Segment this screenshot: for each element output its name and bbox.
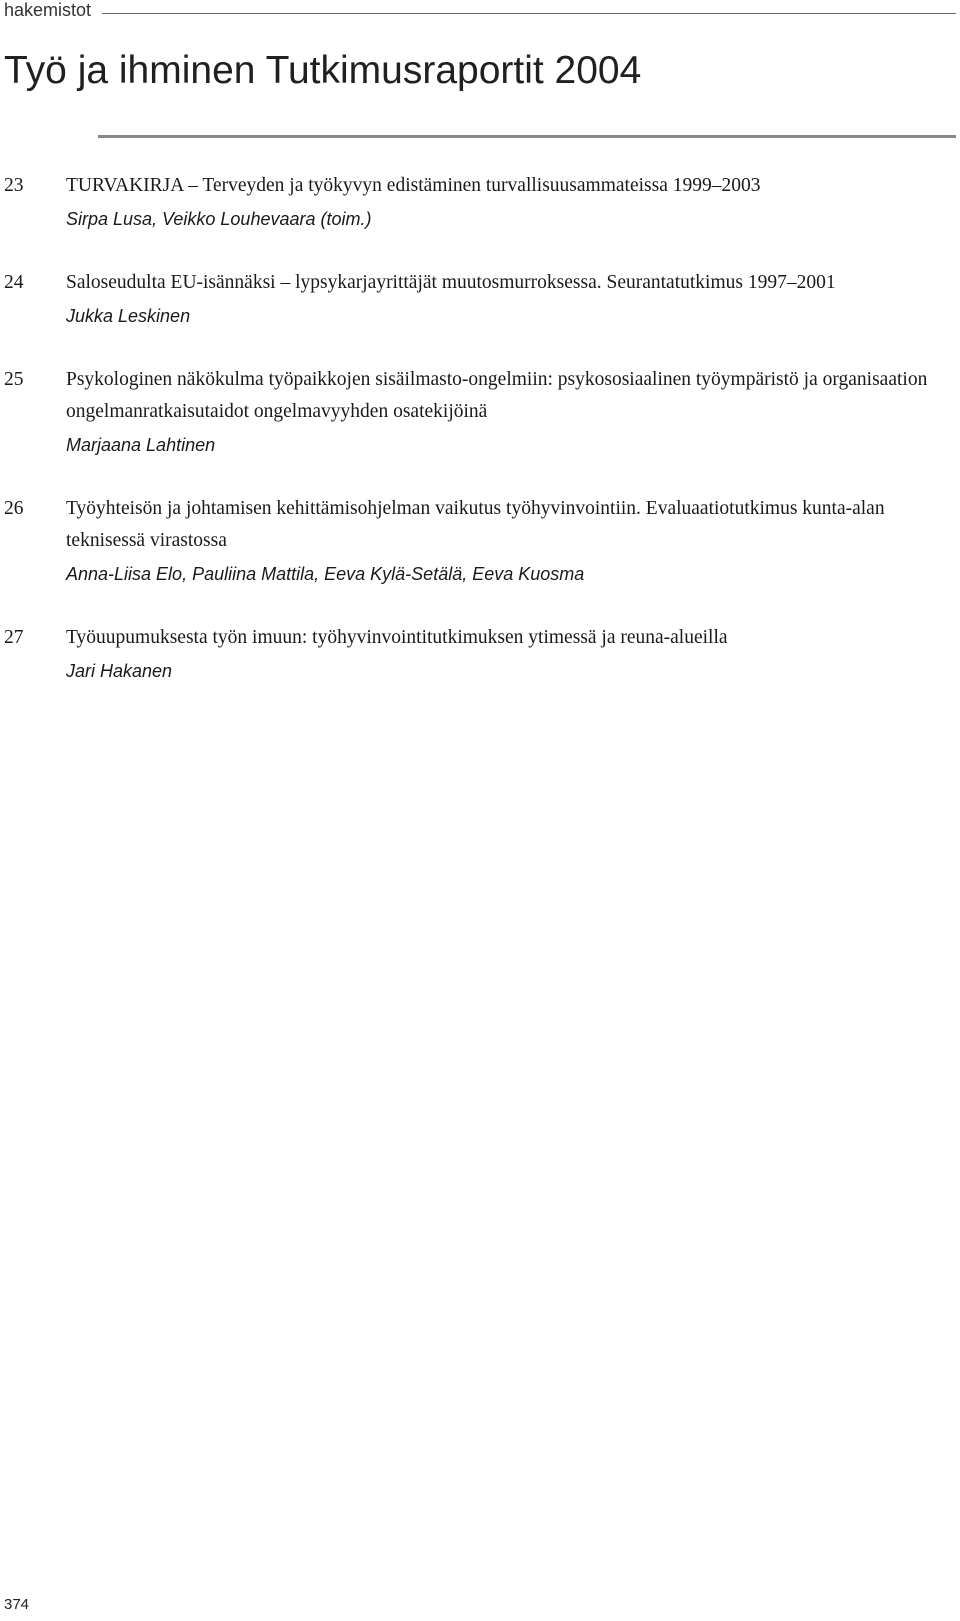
report-entry xyxy=(0,493,960,591)
report-list xyxy=(0,170,960,719)
report-number: 24 xyxy=(4,272,24,293)
title-divider xyxy=(98,135,956,138)
report-title: Työyhteisön ja johtamisen kehittämisohjelman vaikutus työhyvinvointiin. Evaluaatiotutkimus kunta-alan teknisessä virastossa xyxy=(66,498,885,551)
section-label: hakemistot xyxy=(4,0,97,21)
report-number: 27 xyxy=(4,627,24,648)
report-entry xyxy=(0,267,960,333)
page-number: 374 xyxy=(4,1596,30,1613)
report-authors: Jukka Leskinen xyxy=(66,306,191,326)
report-entry xyxy=(0,364,960,462)
running-head xyxy=(4,0,956,26)
report-title: Psykologinen näkökulma työpaikkojen sisäilmasto-ongelmiin: psykososiaalinen työympäristö ja organisaation ongelmanratkaisutaidot ongelmavyyhden osatekijöinä xyxy=(66,369,928,422)
report-entry xyxy=(0,622,960,688)
report-number: 26 xyxy=(4,498,24,519)
report-title: Saloseudulta EU-isännäksi – lypsykarjayrittäjät muutosmurroksessa. Seurantatutkimus 1997–2001 xyxy=(66,272,836,293)
report-authors: Jari Hakanen xyxy=(66,661,173,681)
report-authors: Marjaana Lahtinen xyxy=(66,435,216,455)
page-title: Työ ja ihminen Tutkimusraportit 2004 xyxy=(4,49,642,92)
report-entry xyxy=(0,170,960,236)
report-authors: Anna-Liisa Elo, Pauliina Mattila, Eeva Kylä-Setälä, Eeva Kuosma xyxy=(66,564,585,584)
report-title: TURVAKIRJA – Terveyden ja työkyvyn edistäminen turvallisuusammateissa 1999–2003 xyxy=(66,175,761,196)
report-title: Työuupumuksesta työn imuun: työhyvinvointitutkimuksen ytimessä ja reuna-alueilla xyxy=(66,627,728,648)
report-authors: Sirpa Lusa, Veikko Louhevaara (toim.) xyxy=(66,209,372,229)
report-number: 25 xyxy=(4,369,24,390)
header-rule xyxy=(102,13,956,14)
report-number: 23 xyxy=(4,175,24,196)
